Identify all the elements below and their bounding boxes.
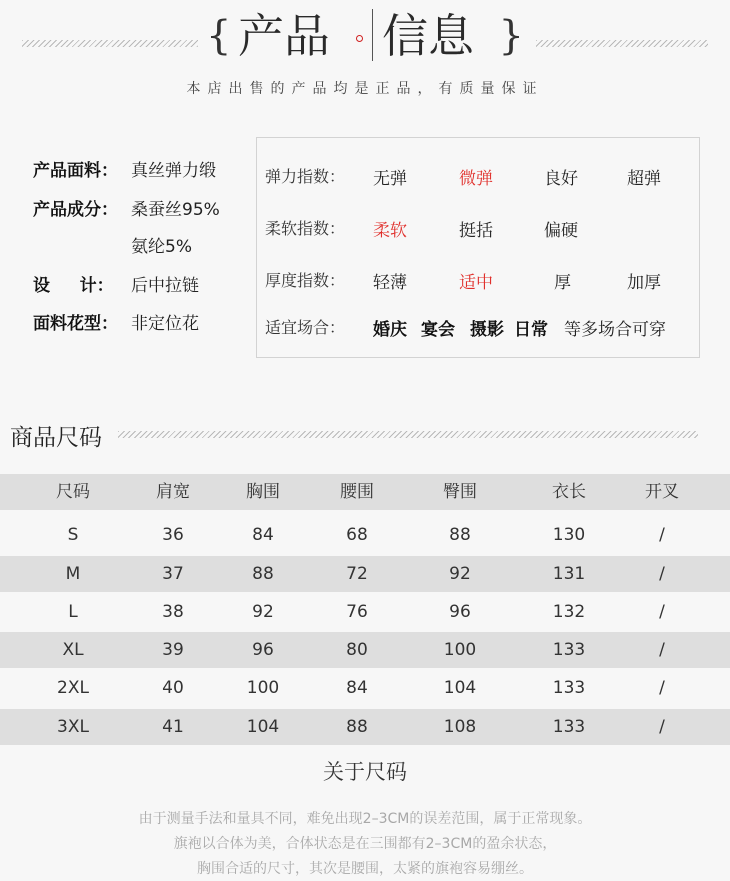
- table-header-row: [0, 474, 730, 510]
- thickness-option: 厚: [554, 273, 571, 293]
- table-cell: /: [659, 602, 665, 622]
- table-cell: 132: [552, 602, 586, 622]
- info-row-pattern: [33, 312, 253, 336]
- table-cell: 130: [552, 525, 586, 545]
- right-brace-icon: }: [498, 13, 524, 59]
- title-left: 产品: [238, 9, 330, 63]
- table-row: [0, 709, 730, 745]
- softness-option: 挺括: [459, 221, 493, 241]
- table-cell: 84: [252, 525, 274, 545]
- table-header-cell: 腰围: [340, 482, 374, 502]
- about-size-title: 关于尺码: [323, 760, 407, 784]
- table-cell: 88: [449, 525, 471, 545]
- table-cell: 84: [346, 678, 368, 698]
- elasticity-option: 超弹: [627, 169, 661, 189]
- page-subtitle: 本店出售的产品均是正品，有质量保证: [186, 81, 544, 97]
- table-cell: 96: [449, 602, 471, 622]
- table-cell: S: [67, 525, 79, 545]
- table-cell: 3XL: [57, 717, 89, 737]
- table-cell: 41: [162, 717, 184, 737]
- occasion-option: 婚庆: [373, 320, 407, 340]
- table-cell: 92: [252, 602, 274, 622]
- about-note: 旗袍以合体为美，合体状态是在三围都有2–3CM的盈余状态，: [173, 836, 557, 852]
- info-value: 氨纶5%: [131, 237, 192, 257]
- table-cell: 36: [162, 525, 184, 545]
- table-cell: 72: [346, 564, 368, 584]
- elasticity-option-selected: 微弹: [459, 169, 493, 189]
- table-row: [0, 556, 730, 592]
- table-cell: /: [659, 564, 665, 584]
- elasticity-option: 无弹: [373, 169, 407, 189]
- about-note: 由于测量手法和量具不同，难免出现2–3CM的误差范围，属于正常现象。: [138, 811, 592, 827]
- table-cell: XL: [62, 640, 84, 660]
- header-right-decoration: [536, 40, 708, 47]
- table-cell: 92: [449, 564, 471, 584]
- table-cell: 100: [246, 678, 280, 698]
- info-label: 设 计：: [33, 276, 114, 296]
- page-title: [206, 3, 524, 69]
- attribute-box: [256, 137, 700, 358]
- table-row: [0, 594, 730, 630]
- table-cell: 37: [162, 564, 184, 584]
- title-divider: [372, 9, 373, 61]
- info-row-design: [33, 274, 253, 298]
- elasticity-label: 弹力指数：: [265, 167, 346, 186]
- table-cell: M: [65, 564, 81, 584]
- softness-option: 偏硬: [544, 221, 578, 241]
- table-cell: /: [659, 640, 665, 660]
- table-cell: 100: [443, 640, 477, 660]
- left-brace-icon: {: [206, 13, 232, 59]
- info-row-composition-2: [33, 235, 253, 259]
- table-row: [0, 517, 730, 553]
- about-note: 胸围合适的尺寸，其次是腰围，太紧的旗袍容易绷丝。: [197, 861, 533, 877]
- table-cell: 68: [346, 525, 368, 545]
- info-row-fabric: [33, 159, 253, 183]
- table-cell: /: [659, 717, 665, 737]
- table-cell: 40: [162, 678, 184, 698]
- occasion-option: 宴会: [421, 320, 455, 340]
- table-header-cell: 开叉: [645, 482, 679, 502]
- info-value: 后中拉链: [131, 276, 199, 296]
- title-dot-icon: [356, 35, 363, 42]
- softness-option-selected: 柔软: [373, 221, 407, 241]
- occasion-option: 等多场合可穿: [564, 320, 666, 340]
- table-cell: /: [659, 678, 665, 698]
- table-header-cell: 胸围: [246, 482, 280, 502]
- table-cell: 133: [552, 678, 586, 698]
- table-cell: 76: [346, 602, 368, 622]
- table-header-cell: 衣长: [552, 482, 586, 502]
- table-cell: 96: [252, 640, 274, 660]
- thickness-option: 轻薄: [373, 273, 407, 293]
- table-cell: 104: [443, 678, 477, 698]
- table-cell: 88: [252, 564, 274, 584]
- thickness-option-selected: 适中: [459, 273, 493, 293]
- size-title-decoration: [118, 431, 698, 438]
- elasticity-option: 良好: [544, 169, 578, 189]
- thickness-option: 加厚: [627, 273, 661, 293]
- info-value: 桑蚕丝95%: [131, 200, 220, 220]
- table-cell: 108: [443, 717, 477, 737]
- thickness-label: 厚度指数：: [265, 271, 346, 290]
- info-label: 产品成分：: [33, 200, 118, 220]
- table-cell: 38: [162, 602, 184, 622]
- table-header-cell: 臀围: [443, 482, 477, 502]
- table-row: [0, 670, 730, 706]
- table-cell: /: [659, 525, 665, 545]
- table-header-cell: 尺码: [56, 482, 90, 502]
- table-cell: 133: [552, 640, 586, 660]
- info-label: 产品面料：: [33, 161, 118, 181]
- table-cell: L: [68, 602, 78, 622]
- occasion-option: 摄影: [470, 320, 504, 340]
- info-value: 非定位花: [131, 314, 199, 334]
- info-value: 真丝弹力缎: [131, 161, 216, 181]
- table-cell: 88: [346, 717, 368, 737]
- info-row-composition: [33, 198, 253, 222]
- title-right: 信息: [382, 9, 474, 63]
- table-row: [0, 632, 730, 668]
- table-cell: 104: [246, 717, 280, 737]
- table-cell: 133: [552, 717, 586, 737]
- occasion-label: 适宜场合：: [265, 318, 346, 337]
- size-section-title: 商品尺码: [10, 425, 102, 451]
- header-left-decoration: [22, 40, 198, 47]
- occasion-option: 日常: [514, 320, 548, 340]
- table-header-cell: 肩宽: [156, 482, 190, 502]
- table-cell: 80: [346, 640, 368, 660]
- table-cell: 39: [162, 640, 184, 660]
- table-cell: 2XL: [57, 678, 89, 698]
- table-cell: 131: [552, 564, 586, 584]
- softness-label: 柔软指数：: [265, 219, 346, 238]
- info-label: 面料花型：: [33, 314, 118, 334]
